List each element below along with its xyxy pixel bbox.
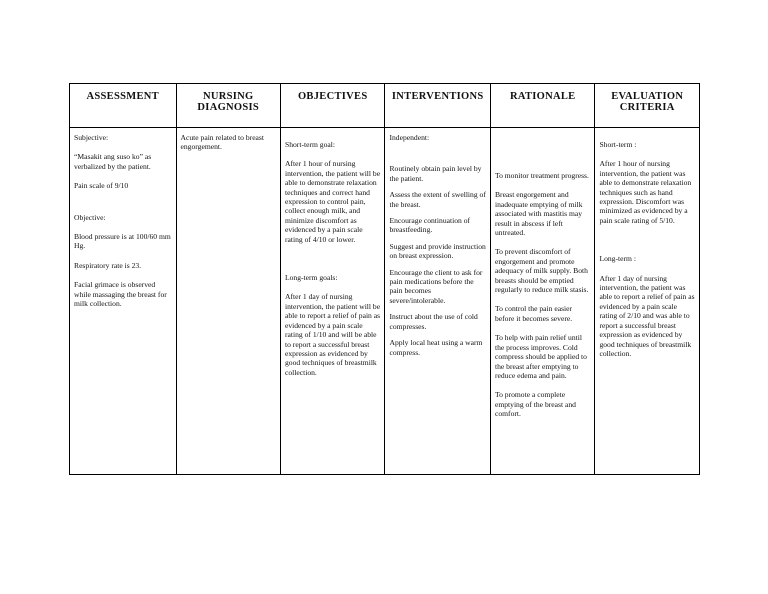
header-assessment: ASSESSMENT bbox=[70, 84, 177, 128]
intervention-item: Encourage continuation of breastfeeding. bbox=[389, 216, 471, 235]
intervention-item: Apply local heat using a warm compress. bbox=[389, 338, 483, 357]
header-rationale: RATIONALE bbox=[490, 84, 594, 128]
nursing-care-plan-table bbox=[69, 83, 700, 475]
nursing-diagnosis-cell bbox=[176, 128, 280, 475]
blood-pressure-finding: Blood pressure is at 100/60 mm Hg. bbox=[74, 232, 171, 251]
header-nursing-diagnosis: NURSING DIAGNOSIS bbox=[176, 84, 280, 128]
objective-label: Objective: bbox=[74, 212, 106, 222]
long-term-evaluation-text: After 1 day of nursing intervention, the patient was able to report a relief of pain as evidenced by a pain scale rating of 2/10 and was able to report a successful breast expression as evidenced by good techniques of breastmilk collection. bbox=[599, 273, 695, 358]
subjective-label: Subjective: bbox=[74, 133, 109, 142]
intervention-item: Encourage the client to ask for pain medications before the pain becomes severe/intolerable. bbox=[389, 267, 483, 305]
table-header-row bbox=[70, 84, 700, 128]
facial-grimace-finding: Facial grimace is observed while massaging the breast for milk collection. bbox=[74, 280, 167, 309]
intervention-item: Assess the extent of swelling of the breast. bbox=[389, 190, 486, 209]
nursing-diagnosis-text: Acute pain related to breast engorgement. bbox=[180, 133, 264, 152]
rationale-item: To help with pain relief until the process improves. Cold compress should be applied to the breast after emptying to reduce edema and pain. bbox=[494, 333, 587, 380]
long-term-evaluation-label: Long-term : bbox=[599, 254, 636, 264]
intervention-item: Suggest and provide instruction on breast expression. bbox=[389, 241, 486, 261]
respiratory-rate-finding: Respiratory rate is 23. bbox=[74, 260, 142, 270]
objectives-cell bbox=[280, 128, 384, 475]
rationale-item: Breast engorgement and inadequate emptying of milk associated with mastitis may result in abscess if left untreated. bbox=[494, 190, 583, 238]
rationale-item: To control the pain easier before it becomes severe. bbox=[494, 304, 573, 323]
header-interventions: INTERVENTIONS bbox=[385, 84, 491, 128]
pain-scale-finding: Pain scale of 9/10 bbox=[74, 181, 129, 191]
short-term-goal-label: Short-term goal: bbox=[284, 140, 335, 149]
table-row bbox=[70, 128, 700, 475]
intervention-item: Instruct about the use of cold compresses. bbox=[389, 312, 478, 331]
short-term-goal-text: After 1 hour of nursing intervention, the patient will be able to demonstrate relaxation techniques and correct hand expression to control pain, collect enough milk, and minimize discomfort as evidenced by a pain scale rating of 4/10 or lower. bbox=[284, 159, 381, 244]
interventions-cell bbox=[385, 128, 491, 475]
intervention-item: Routinely obtain pain level by the patient. bbox=[389, 164, 482, 183]
short-term-evaluation-label: Short-term : bbox=[599, 140, 637, 149]
evaluation-criteria-cell bbox=[595, 128, 700, 475]
rationale-item: To promote a complete emptying of the breast and comfort. bbox=[494, 390, 576, 419]
patient-quote: “Masakit ang suso ko” as verbalized by the patient. bbox=[74, 152, 152, 171]
long-term-goal-text: After 1 day of nursing intervention, the patient will be able to report a relief of pain as evidenced by a pain scale rating of 1/10 and will be able to report a successful breast expression as evidenced by good techniques of breastmilk collection. bbox=[284, 292, 381, 377]
rationale-cell bbox=[490, 128, 594, 475]
short-term-evaluation-text: After 1 hour of nursing intervention, the patient was able to demonstrate relaxation techniques such as hand expression. Discomfort was minimized as evidenced by a pain scale rating of 5/10. bbox=[599, 159, 692, 225]
header-objectives: OBJECTIVES bbox=[280, 84, 384, 128]
interventions-label: Independent: bbox=[389, 133, 430, 142]
rationale-item: To monitor treatment progress. bbox=[494, 171, 589, 180]
rationale-item: To prevent discomfort of engorgement and promote adequacy of milk supply. Both breasts should be emptied regularly to reduce milk stasis. bbox=[494, 247, 589, 295]
long-term-goal-label: Long-term goals: bbox=[284, 273, 338, 283]
header-evaluation-criteria: EVALUATION CRITERIA bbox=[595, 84, 700, 128]
assessment-cell bbox=[70, 128, 177, 475]
